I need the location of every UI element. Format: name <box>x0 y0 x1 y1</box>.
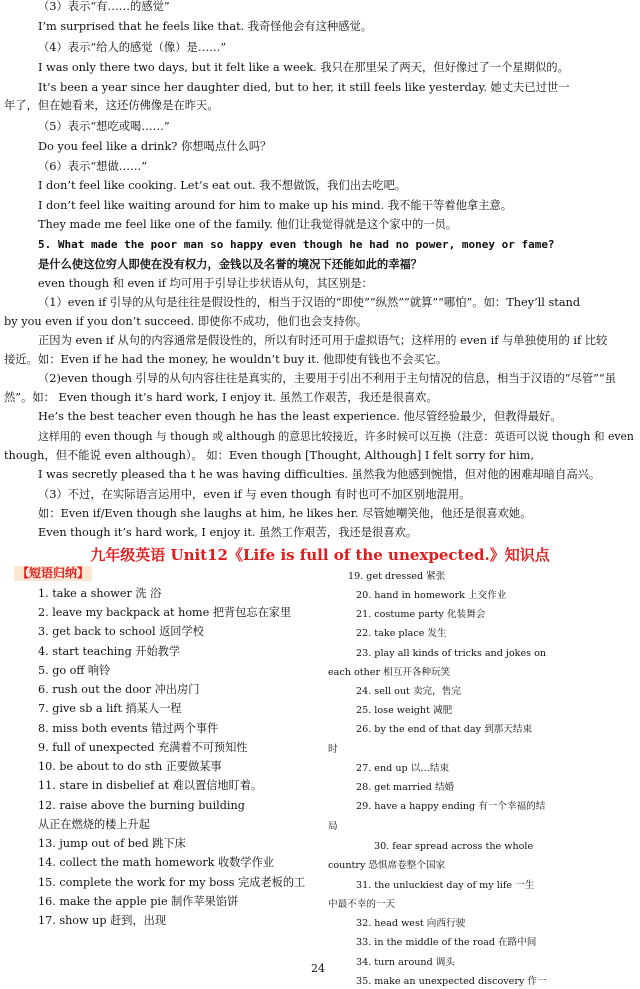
text-line: by you even if you don’t succeed. 即使你不成功，他们也会支持你。 <box>4 315 368 328</box>
phrase-item: 局 <box>328 821 338 832</box>
phrase-item: 22. take place 发生 <box>356 628 447 639</box>
text-line: He’s the best teacher even though he has the least experience. 他尽管经验最少，但教得最好。 <box>38 410 562 423</box>
page-number: 24 <box>311 962 325 975</box>
phrase-item: 9. full of unexpected 充满着不可预知性 <box>38 741 248 754</box>
text-line: It’s been a year since her daughter died, but to her, it still feels like yesterday. 她丈夫已过世一 <box>38 81 570 94</box>
phrase-item: country 恐惧席卷整个国家 <box>328 860 446 871</box>
phrase-item: 27. end up 以…结束 <box>356 763 450 774</box>
unit-title: 九年级英语 Unit12《Life is full of the unexpected.》知识点 <box>90 546 550 564</box>
phrase-item: 2. leave my backpack at home 把背包忘在家里 <box>38 606 292 619</box>
text-line: even though 和 even if 均可用于引导让步状语从句，其区别是： <box>38 277 373 290</box>
text-line: I was only there two days, but it felt like a week. 我只在那里呆了两天，但好像过了一个星期似的。 <box>38 61 569 74</box>
phrase-item: 32. head west 向西行驶 <box>356 918 466 929</box>
phrase-item: 15. complete the work for my boss 完成老板的工 <box>38 876 306 889</box>
text-line: I was secretly pleased tha t he was having difficulties. 虽然我为他感到惋惜，但对他的困难却暗自高兴。 <box>38 468 601 481</box>
text-line: 这样用的 even though 与 though 或 although 的意思比较接近，许多时候可以互换（注意：英语可以说 though 和 even <box>38 430 634 443</box>
phrase-item: 11. stare in disbelief at 难以置信地盯着。 <box>38 779 263 792</box>
text-line: （3）表示“有……的感觉” <box>38 0 170 13</box>
phrase-item: 中最不幸的一天 <box>328 899 396 910</box>
phrase-item: 5. go off 响铃 <box>38 664 111 677</box>
phrase-item: 20. hand in homework 上交作业 <box>356 590 507 601</box>
phrase-item: 3. get back to school 返回学校 <box>38 625 204 638</box>
phrase-item: 时 <box>328 744 338 755</box>
phrase-item: 17. show up 赶到，出现 <box>38 914 167 927</box>
text-line: I don’t feel like cooking. Let’s eat out. 我不想做饭，我们出去吃吧。 <box>38 179 407 192</box>
text-line: 正因为 even if 从句的内容通常是假设性的，所以有时还可用于虚拟语气；这样用的 even if 与单独使用的 if 比较 <box>38 334 608 347</box>
text-line: 年了，但在她看来，这还仿佛像是在昨天。 <box>4 99 219 112</box>
phrase-item: 28. get married 结婚 <box>356 782 455 793</box>
phrase-item: 6. rush out the door 冲出房门 <box>38 683 200 696</box>
phrase-item: 14. collect the math homework 收数学作业 <box>38 856 274 869</box>
text-line: 如：Even if/Even though she laughs at him, he likes her. 尽管她嘲笑他，他还是很喜欢她。 <box>38 507 532 520</box>
text-line: 然”。如： Even though it’s hard work, I enjoy it. 虽然工作艰苦，我还是很喜欢。 <box>4 391 438 404</box>
phrase-item: 23. play all kinds of tricks and jokes on <box>356 648 547 659</box>
text-line: though，但不能说 even although）。 如：Even though [Thought, Although] I felt sorry for him, <box>4 449 535 462</box>
phrase-item: each other 相互开各种玩笑 <box>328 667 451 678</box>
text-line: They made me feel like one of the family. 他们让我觉得就是这个家中的一员。 <box>38 218 458 231</box>
text-line: Do you feel like a drink? 你想喝点什么吗？ <box>38 140 272 153</box>
text-line: （3）不过，在实际语言运用中，even if 与 even though 有时也可不加区别地混用。 <box>38 488 471 501</box>
question-heading: 5. What made the poor man so happy even though he had no power, money or fame? <box>38 238 555 251</box>
phrase-item: 35. make an unexpected discovery 作一 <box>356 976 547 987</box>
phrase-item: 21. costume party 化装舞会 <box>356 609 486 620</box>
phrase-item: 30. fear spread across the whole <box>374 841 534 852</box>
phrase-item: 13. jump out of bed 跳下床 <box>38 837 186 850</box>
phrase-item: 24. sell out 卖完，售完 <box>356 686 461 697</box>
phrase-item: 7. give sb a lift 捎某人一程 <box>38 702 182 715</box>
phrase-item: 19. get dressed 紧张 <box>348 571 446 582</box>
text-line: Even though it’s hard work, I enjoy it. 虽然工作艰苦，我还是很喜欢。 <box>38 526 418 539</box>
text-line: （6）表示“想做……” <box>38 160 148 173</box>
phrase-item: 31. the unluckiest day of my life 一生 <box>356 880 535 891</box>
text-line: I don’t feel like waiting around for him to make up his mind. 我不能干等着他拿主意。 <box>38 199 513 212</box>
section-tag: 【短语归纳】 <box>14 566 92 581</box>
phrase-item: 1. take a shower 洗 浴 <box>38 587 162 600</box>
phrase-item: 从正在燃烧的楼上升起 <box>38 818 150 831</box>
text-line: I’m surprised that he feels like that. 我奇怪他会有这种感觉。 <box>38 20 373 33</box>
phrase-item: 10. be about to do sth 正要做某事 <box>38 760 222 773</box>
text-line: （4）表示“给人的感觉（像）是……” <box>38 41 227 54</box>
phrase-item: 12. raise above the burning building <box>38 799 245 812</box>
phrase-item: 33. in the middle of the road 在路中间 <box>356 937 537 948</box>
text-line: 接近。如：Even if he had the money, he wouldn’t buy it. 他即使有钱也不会买它。 <box>4 353 448 366</box>
question-translation: 是什么使这位穷人即使在没有权力，金钱以及名誉的境况下还能如此的幸福？ <box>38 257 423 271</box>
phrase-item: 26. by the end of that day 到那天结束 <box>356 724 533 735</box>
phrase-item: 16. make the apple pie 制作苹果馅饼 <box>38 895 239 908</box>
phrase-item: 25. lose weight 减肥 <box>356 705 453 716</box>
text-line: （5）表示“想吃或喝……” <box>38 120 170 133</box>
text-line: （2)even though 引导的从句内容往往是真实的，主要用于引出不利用于主句情况的信息，相当于汉语的“尽管”“虽 <box>38 372 617 385</box>
phrase-item: 8. miss both events 错过两个事件 <box>38 722 219 735</box>
text-line: （1）even if 引导的从句是往往是假设性的，相当于汉语的“即使”“纵然”“就算”“哪怕”。如：They’ll stand <box>38 296 581 309</box>
phrase-item: 34. turn around 调头 <box>356 957 455 968</box>
phrase-item: 4. start teaching 开始教学 <box>38 645 181 658</box>
phrase-item: 29. have a happy ending 有一个幸福的结 <box>356 801 546 812</box>
